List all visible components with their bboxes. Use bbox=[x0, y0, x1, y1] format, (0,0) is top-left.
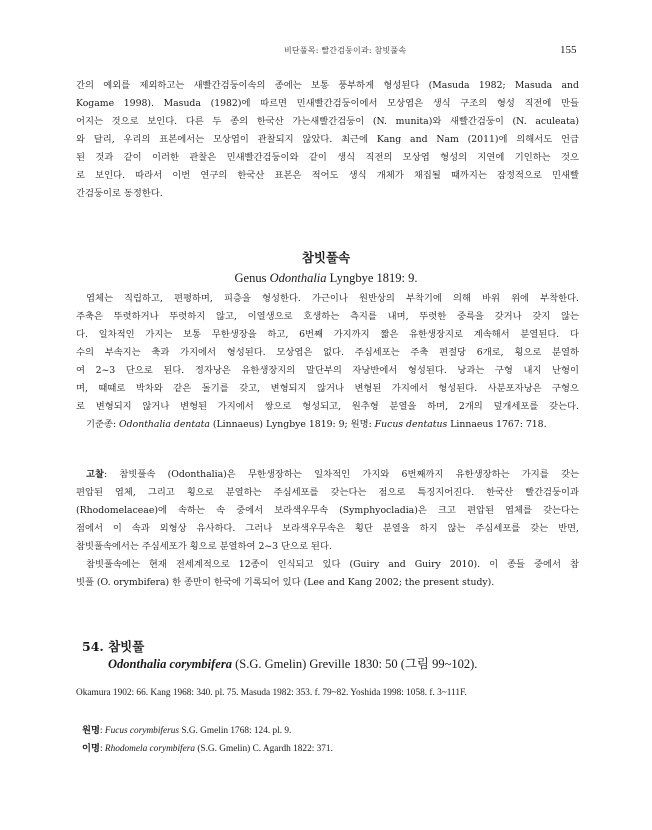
type-species-name: Odonthalia dentata bbox=[119, 419, 210, 430]
basionym-label: 원명 bbox=[82, 725, 100, 736]
species-number: 54. bbox=[82, 639, 104, 654]
remarks-label: 고찰 bbox=[86, 469, 104, 480]
text-line: 간의 예외를 제외하고는 새빨간검둥이속의 종에는 보통 풍부하게 형성된다 (Masuda 1982; Masuda and bbox=[76, 80, 579, 91]
page-header bbox=[0, 44, 652, 60]
synonym-author: (S.G. Gmelin) C. Agardh 1822: 371. bbox=[195, 744, 333, 754]
text-line bbox=[76, 466, 579, 484]
text-line: 다. 일차적인 가지는 보통 무한생장을 하고, 6번째 가지까지 짧은 유한생장지로 계속해서 분열된다. 다 bbox=[76, 329, 579, 340]
type-species-line bbox=[76, 416, 579, 434]
text-line: 엽체는 직립하고, 편평하며, 피층을 형성한다. 가근이나 원반상의 부착기에 의해 바위 위에 부착한다. bbox=[86, 293, 579, 304]
type-species-basionym: Fucus dentatus bbox=[374, 419, 448, 430]
text-line: 로 변형되지 않거나 변형된 가지에서 쌍으로 형성되고, 원추형 분열을 하며, 2개의 덮개세포를 갖는다. bbox=[76, 401, 579, 412]
text-line: 편압된 엽체, 그리고 횡으로 분열하는 주심세포를 갖는다는 점으로 특징지어진다. 한국산 빨간검둥이과 bbox=[76, 487, 579, 498]
text-line: 된 것과 같이 이러한 관찰은 민새빨간검둥이와 같이 생식 직전의 모상엽 형성의 지연에 기인하는 것으 bbox=[76, 152, 579, 163]
species-author: (S.G. Gmelin) Greville 1830: 50 (그림 99~102). bbox=[231, 657, 478, 671]
species-latin-line bbox=[108, 654, 477, 672]
remarks-paragraph bbox=[76, 466, 579, 592]
text-line: 로 보인다. 따라서 이번 연구의 한국산 표본은 적어도 생식 개체가 채집될 때까지는 잠정적으로 민새빨 bbox=[76, 170, 579, 181]
type-species-label: 기준종: bbox=[86, 419, 120, 430]
genus-korean-title: 참빗풀속 bbox=[301, 250, 351, 265]
genus-prefix: Genus bbox=[234, 271, 270, 285]
text-line: Kogame 1998). Masuda (1982)에 따르면 민새빨간검둥이에서 모상엽은 생식 구조의 형성 직전에 만들 bbox=[76, 98, 579, 109]
species-latin-name: Odonthalia corymbifera bbox=[108, 657, 232, 671]
text-line: 어지는 것으로 보인다. 다른 두 종의 한국산 가는새빨간검둥이 (N. munita)와 새빨간검둥이 (N. aculeata) bbox=[76, 116, 579, 127]
genus-description bbox=[76, 290, 579, 434]
basionym-author: S.G. Gmelin 1768: 124. pl. 9. bbox=[179, 726, 292, 736]
text-line: 참빗풀속에는 현재 전세계적으로 12종이 인식되고 있다 (Guiry and Guiry 2010). 이 종들 중에서 참 bbox=[86, 559, 579, 570]
text-line: 간검둥이로 동정한다. bbox=[76, 188, 163, 199]
text-line: 수의 부속지는 축과 가지에서 형성된다. 모상엽은 없다. 주심세포는 주축 편절당 6개로, 횡으로 분열하 bbox=[76, 347, 579, 358]
text-line: 주축은 뚜렷하거나 뚜렷하지 않고, 이열생으로 호생하는 측지를 내며, 뚜렷한 중륵을 갖거나 갖지 않는 bbox=[76, 311, 579, 322]
type-species-author: (Linnaeus) Lyngbye 1819: 9; 원명: bbox=[209, 419, 375, 430]
page-number: 155 bbox=[560, 44, 577, 56]
genus-latin-title bbox=[0, 271, 652, 286]
synonym-label: 이명 bbox=[82, 743, 100, 754]
basionym-name: Fucus corymbiferus bbox=[104, 726, 179, 736]
type-species-basionym-author: Linnaeus 1767: 718. bbox=[447, 419, 547, 430]
basionym-line: 원명: Fucus corymbiferus S.G. Gmelin 1768: 124. pl. 9. bbox=[82, 725, 292, 736]
genus-latin-name: Odonthalia bbox=[269, 271, 327, 285]
text-line: 참빗풀속에서는 주심세포가 횡으로 분열하여 2~3 단으로 된다. bbox=[76, 541, 332, 552]
text-line: 점에서 이 속과 외형상 유사하다. 그러나 보라색우무속은 횡단 분열을 하지 않는 주심세포를 갖는 반면, bbox=[76, 523, 579, 534]
running-head: 비단풀목: 빨간검둥이과: 참빗풀속 bbox=[284, 46, 407, 55]
remarks-text: : 참빗풀속 (Odonthalia)은 무한생장하는 일차적인 가지와 6번째까지 유한생장하는 가지를 갖는 bbox=[103, 469, 579, 480]
species-korean-name: 참빗풀 bbox=[108, 639, 145, 654]
synonym-line: 이명: Rhodomela corymbifera (S.G. Gmelin) C. Agardh 1822: 371. bbox=[82, 743, 333, 754]
text-line: 여 2~3 단으로 된다. 정자낭은 유한생장지의 말단부의 자낭반에서 형성된다. 낭과는 구형 내지 난형이 bbox=[76, 365, 579, 376]
synonym-name: Rhodomela corymbifera bbox=[104, 744, 195, 754]
text-line: (Rhodomelaceae)에 속하는 속 중에서 보라색우무속 (Symphyocladia)은 크고 편압된 엽체를 갖는다는 bbox=[76, 505, 579, 516]
species-heading bbox=[82, 637, 144, 655]
text-line: 와 달리, 우리의 표본에서는 모상엽이 관찰되지 않았다. 최근에 Kang and Nam (2011)에 의해서도 언급 bbox=[76, 134, 579, 145]
species-references: Okamura 1902: 66. Kang 1968: 340. pl. 75. Masuda 1982: 353. f. 79~82. Yoshida 1998: 1058. f. 3~111F. bbox=[76, 688, 467, 698]
text-line: 빗풀 (O. orymbifera) 한 종만이 한국에 기록되어 있다 (Lee and Kang 2002; the present study). bbox=[76, 577, 495, 588]
intro-paragraph bbox=[76, 77, 579, 203]
genus-author: Lyngbye 1819: 9. bbox=[326, 271, 418, 285]
text-line: 며, 때때로 박차와 같은 돌기를 갖고, 변형되지 않거나 변형된 가지에서 형성된다. 사분포자낭은 구형으 bbox=[76, 383, 579, 394]
